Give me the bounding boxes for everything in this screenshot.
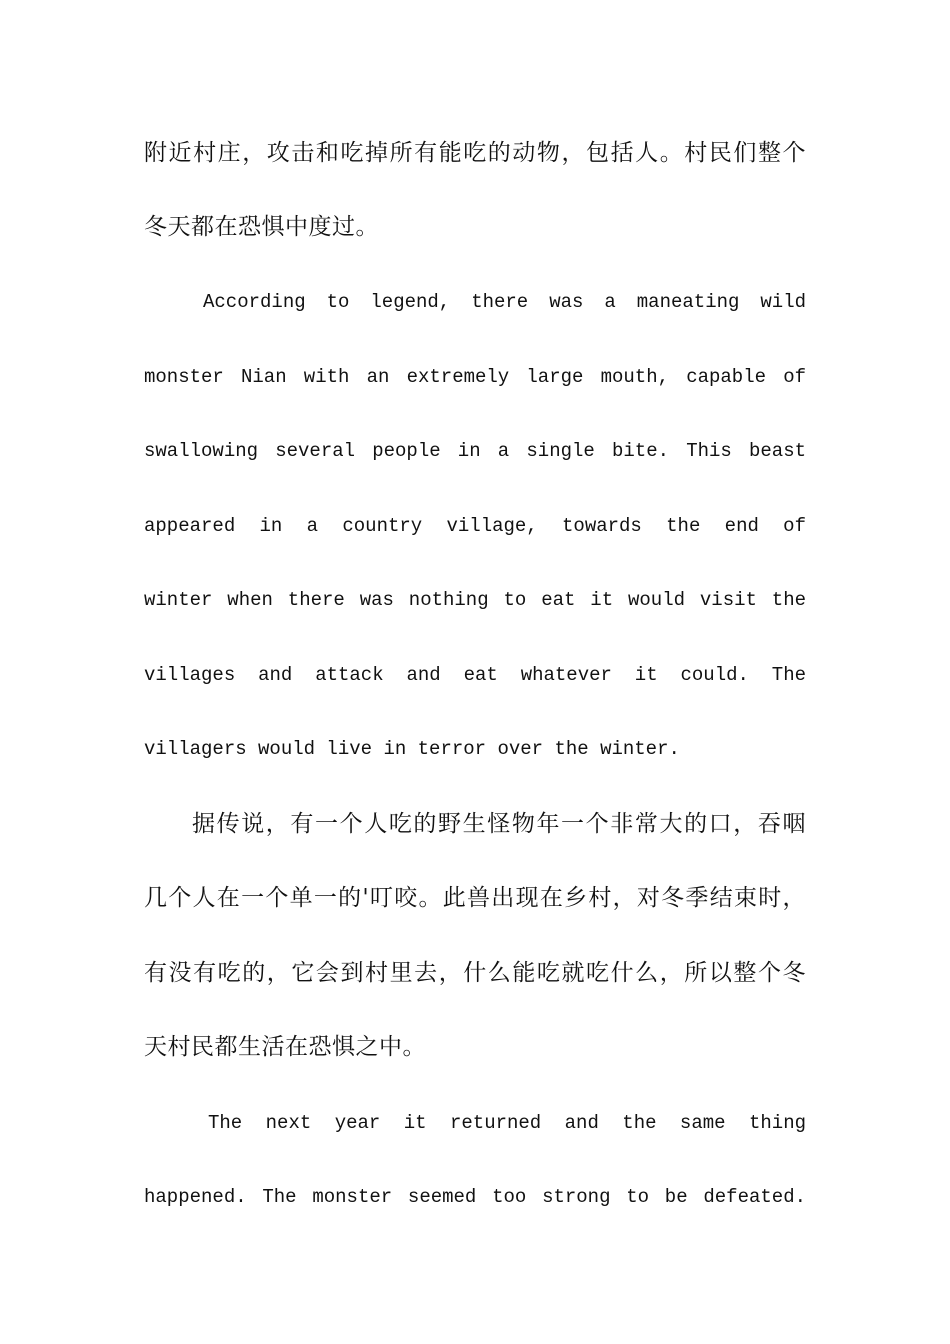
text-line: According to legend, there was a maneating wild	[203, 291, 806, 313]
text-line: 据传说，有一个人吃的野生怪物年一个非常大的口，吞咽	[192, 811, 806, 837]
text-line: 有没有吃的，它会到村里去，什么能吃就吃什么，所以整个冬	[144, 960, 806, 986]
text-line: swallowing several people in a single bite. This beast	[144, 440, 806, 462]
text-line: appeared in a country village, towards the end of	[144, 515, 806, 537]
text-line: villagers would live in terror over the winter.	[144, 738, 680, 760]
text-line: 几个人在一个单一的'叮咬。此兽出现在乡村，对冬季结束时，	[144, 885, 806, 911]
text-line: 附近村庄，攻击和吃掉所有能吃的动物，包括人。村民们整个	[144, 140, 806, 166]
text-line: monster Nian with an extremely large mouth, capable of	[144, 366, 806, 388]
text-line: The next year it returned and the same thing	[208, 1112, 806, 1134]
text-line: winter when there was nothing to eat it would visit the	[144, 589, 806, 611]
text-line: 天村民都生活在恐惧之中。	[144, 1034, 426, 1060]
text-line: happened. The monster seemed too strong to be defeated.	[144, 1186, 806, 1208]
text-line: villages and attack and eat whatever it could. The	[144, 664, 806, 686]
text-line: 冬天都在恐惧中度过。	[144, 214, 379, 240]
